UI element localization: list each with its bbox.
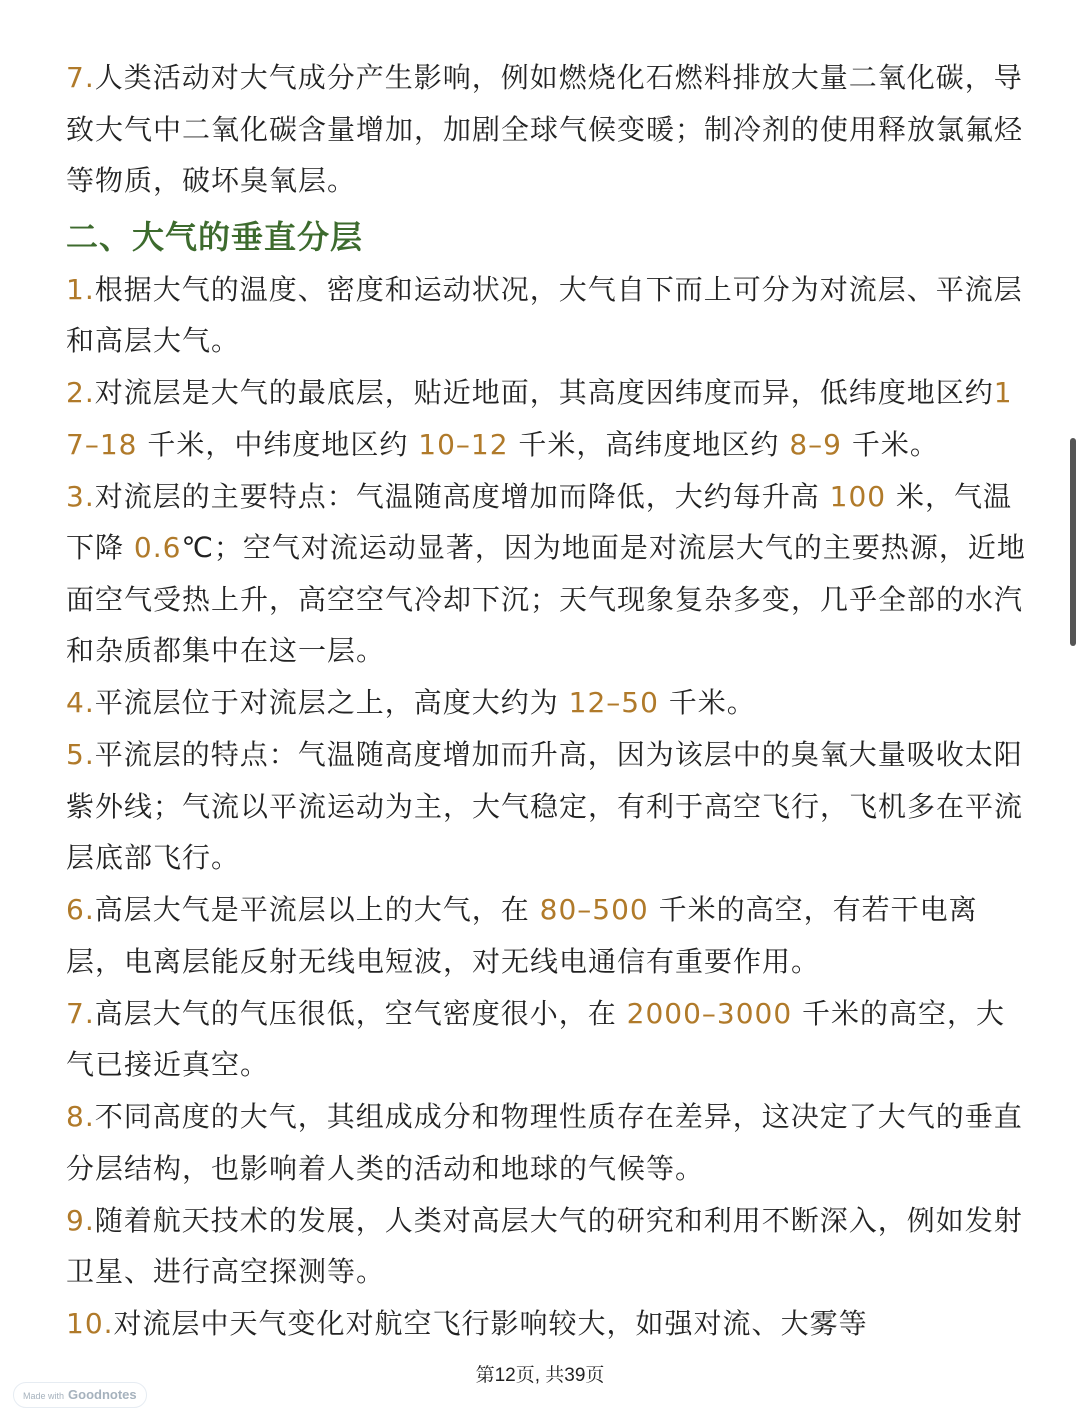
item-number: 4.: [66, 686, 95, 719]
item-text: 不同高度的大气，其组成成分和物理性质存在差异，这决定了大气的垂直分层结构，也影响着人类的活动和地球的气候等。: [66, 1100, 1023, 1185]
highlight-value: 12–50: [568, 686, 659, 719]
list-item: [66, 1091, 1026, 1194]
numbered-list: [66, 264, 1026, 1350]
item-text: 对流层中天气变化对航空飞行影响较大，如强对流: [113, 1307, 752, 1340]
item-text: ℃；空气对流运动显著，因为地面是对流层大气的主要热源，近地面空气受热上升，高空空气冷却下沉；天气现象复杂多变，几乎全部的水汽和杂质都集中在这一层。: [66, 531, 1026, 667]
highlight-value: 8–9: [789, 427, 842, 461]
item-text: 千米的高空，有若干电离层，电离层能反射无线电短波，对无线电通信有重要作用。: [66, 893, 978, 978]
item-number: 5.: [66, 738, 95, 771]
item-number: 7.: [66, 61, 95, 94]
item-text: 高层大气的气压很低，空气密度很小，在: [94, 996, 627, 1030]
item-text: 千米，中纬度地区约: [137, 427, 419, 461]
item-number: 7.: [66, 996, 95, 1030]
item-number: 10.: [66, 1307, 114, 1340]
item-number: 1.: [66, 272, 95, 306]
item-text: 大雾等: [780, 1307, 868, 1340]
item-text: 对流层是大气的最底层，贴近地面，其高度因纬度而异，低纬度地区约: [94, 376, 994, 409]
badge-prefix: Made with: [23, 1391, 65, 1401]
highlight-value: 0.6: [133, 531, 182, 564]
page-number: 第12页, 共39页: [475, 1365, 605, 1386]
list-item: [66, 264, 1026, 367]
item-text: 千米的高空，大气已接近真空。: [66, 996, 1006, 1081]
list-item: [66, 988, 1026, 1091]
item-text: 平流层位于对流层之上，高度大约为: [94, 686, 569, 719]
goodnotes-badge: [13, 1382, 147, 1408]
item-text: 千米，高纬度地区约: [508, 427, 790, 461]
page-content: [66, 52, 1026, 1350]
item-number: 8.: [66, 1100, 95, 1133]
item-text: 对流层的主要特点：气温随高度增加而降低，大约每升高: [94, 479, 830, 513]
item-number: 3.: [66, 479, 95, 513]
item-number: 2.: [66, 376, 95, 409]
list-item: [66, 884, 1026, 987]
highlight-value: 100: [829, 479, 887, 513]
item-text: 米，气温下降: [66, 479, 1012, 564]
highlight-value: 80–500: [539, 893, 649, 926]
list-item: [66, 471, 1026, 677]
list-item: [66, 729, 1026, 884]
item-text: 平流层的特点：气温随高度增加而升高，因为该层中的臭氧大量吸收太阳紫外线；气流以平流运动为主，大气稳定，有利于高空飞行，飞机多在平流层底部飞行。: [66, 738, 1024, 874]
list-item: [66, 1298, 1026, 1350]
scrollbar-thumb[interactable]: [1070, 438, 1076, 646]
item-text: 根据大气的温度、密度和运动状况，大气自下而上可分为对流层、平流层和高层大气。: [66, 272, 1023, 357]
item-text: 千米。: [658, 686, 756, 719]
item-text: 、: [751, 1307, 781, 1340]
paragraph-text: 人类活动对大气成分产生影响，例如燃烧化石燃料排放大量二氧化碳，导致大气中二氧化碳含量增加，加剧全球气候变暖；制冷剂的使用释放氯氟烃等物质，破坏臭氧层。: [66, 61, 1024, 197]
item-text: 高层大气是平流层以上的大气，在: [94, 893, 540, 926]
list-item: [66, 1195, 1026, 1298]
section-heading: 二、大气的垂直分层: [66, 217, 364, 256]
intro-paragraph: [66, 52, 1026, 207]
badge-brand: Goodnotes: [68, 1387, 137, 1402]
highlight-value: 10–12: [418, 427, 509, 461]
highlight-value: 17–18: [66, 376, 1013, 461]
item-text: 千米。: [841, 427, 939, 461]
list-item: [66, 677, 1026, 729]
item-number: 6.: [66, 893, 95, 926]
highlight-value: 2000–3000: [626, 996, 793, 1030]
list-item: [66, 367, 1026, 470]
item-text: 随着航天技术的发展，人类对高层大气的研究和利用不断深入，例如发射卫星、进行高空探测等。: [66, 1203, 1023, 1288]
item-number: 9.: [66, 1203, 95, 1237]
